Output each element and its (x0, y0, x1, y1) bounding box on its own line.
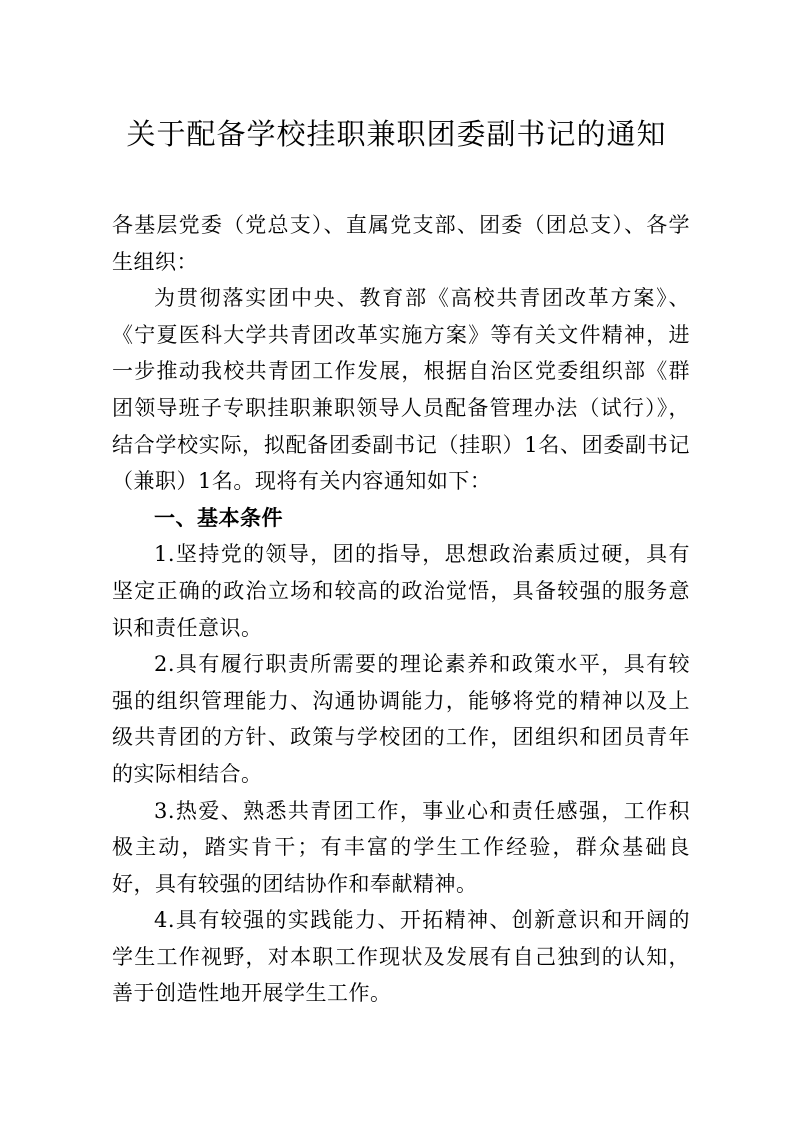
intro-paragraph: 为贯彻落实团中央、教育部《高校共青团改革方案》、《宁夏医科大学共青团改革实施方案》等有关文件精神，进一步推动我校共青团工作发展，根据自治区党委组织部《群团领导班子专职挂职兼职领导人员配备管理办法（试行）》，结合学校实际，拟配备团委副书记（挂职）1名、团委副书记（兼职）1名。现将有关内容通知如下： (112, 286, 690, 494)
section-heading: 一、基本条件 (154, 505, 283, 530)
condition-item-2: 2.具有履行职责所需要的理论素养和政策水平，具有较强的组织管理能力、沟通协调能力，能够将党的精神以及上级共青团的方针、政策与学校团的工作，团组织和团员青年的实际相结合。 (112, 652, 690, 786)
document-body (112, 207, 690, 1012)
condition-item-3: 3.热爱、熟悉共青团工作，事业心和责任感强，工作积极主动，踏实肯干；有丰富的学生工作经验，群众基础良好，具有较强的团结协作和奉献精神。 (112, 798, 690, 896)
condition-item-4: 4.具有较强的实践能力、开拓精神、创新意识和开阔的学生工作视野，对本职工作现状及发展有自己独到的认知，善于创造性地开展学生工作。 (112, 908, 690, 1006)
salutation: 各基层党委（党总支）、直属党支部、团委（团总支）、各学生组织： (112, 213, 690, 274)
document-title: 关于配备学校挂职兼职团委副书记的通知 (126, 117, 667, 151)
condition-item-1: 1.坚持党的领导，团的指导，思想政治素质过硬，具有坚定正确的政治立场和较高的政治觉悟，具备较强的服务意识和责任意识。 (112, 542, 690, 640)
